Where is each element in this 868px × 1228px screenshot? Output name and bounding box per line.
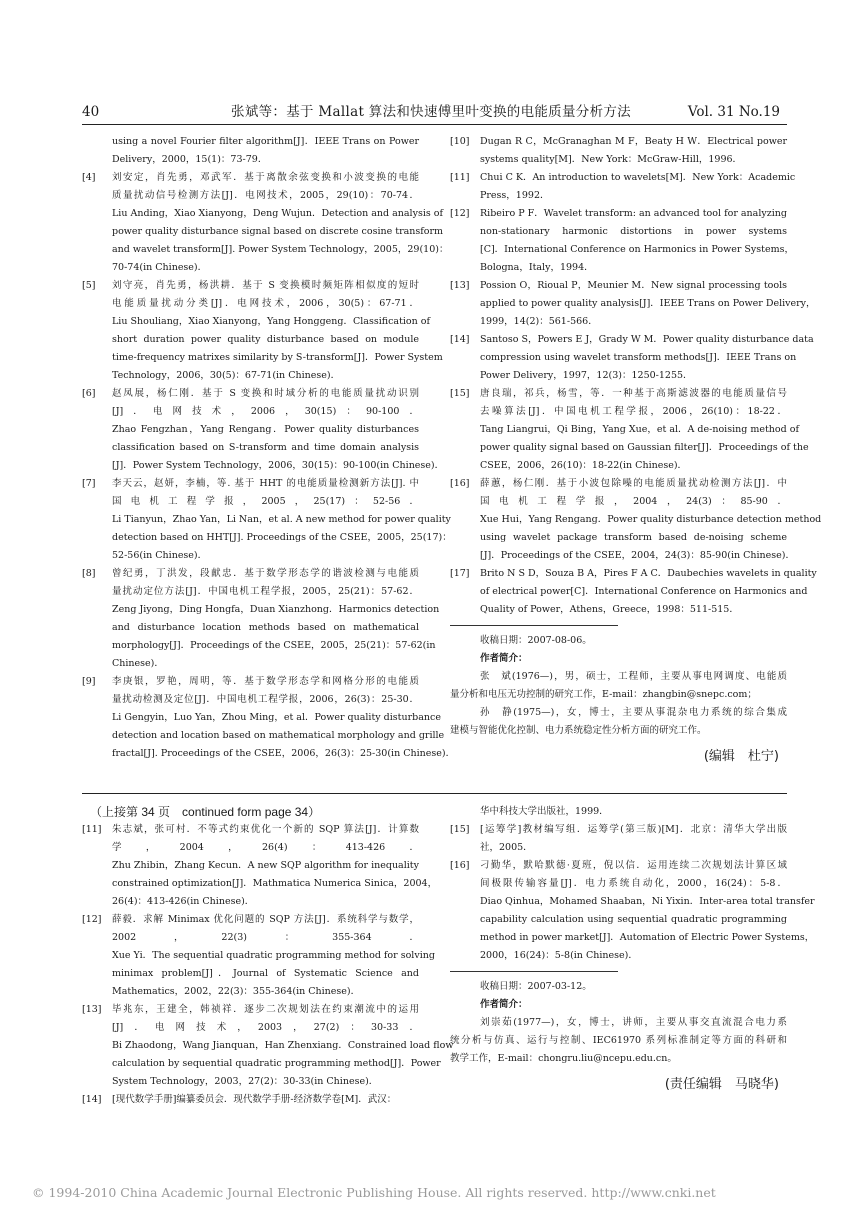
reference-line: systems quality[M]．New York：McGraw-Hill，1996． — [480, 154, 743, 165]
reference-line: Delivery，2000，15(1)：73-79． — [112, 154, 268, 165]
reference-item — [450, 385, 809, 475]
references-bottom-right — [450, 803, 815, 1094]
reference-item — [82, 911, 435, 1001]
reference-line: [J]．电网技术，2003，27(2)：30-33． — [112, 1022, 419, 1033]
reference-number: [12] — [82, 914, 102, 925]
reference-line: 华中科技大学出版社，1999． — [480, 806, 609, 817]
references-list — [82, 821, 454, 1109]
reference-line: Zeng Jiyong，Ding Hongfa，Duan Xianzhong．Harmonics detection — [112, 604, 440, 615]
reference-line: [J]．电网技术，2006，30(15)：90-100． — [112, 406, 419, 417]
reference-item — [82, 385, 445, 475]
reference-line: [现代数学手册]编纂委员会．现代数学手册-经济数学卷[M]．武汉： — [112, 1094, 397, 1105]
reference-line: [J]．Power System Technology，2006，30(15)：90-100(in Chinese)． — [112, 460, 445, 471]
section-divider — [82, 793, 787, 794]
reference-item — [82, 169, 449, 277]
reference-line: Power Delivery，1997，12(3)：1250-1255． — [480, 370, 693, 381]
reference-line: detection and location based on mathematical morphology and grille — [112, 730, 445, 741]
reference-line: capability calculation using sequential quadratic programming — [480, 914, 787, 925]
reference-line: fractal[J]. Proceedings of the CSEE，2006，26(3)：25-30(in Chinese)． — [112, 748, 456, 759]
reference-line: Li Tianyun，Zhao Yan，Li Nan，et al. A new method for power quality — [112, 514, 451, 525]
reference-line: 薛蕙，杨仁刚．基于小波包除噪的电能质量扰动检测方法[J]．中 — [480, 478, 787, 489]
reference-number: [15] — [450, 824, 470, 835]
reference-item — [450, 277, 816, 331]
footnote-rule — [450, 625, 618, 626]
reference-line: 刘安定，肖先勇，邓武军．基于离散余弦变换和小波变换的电能 — [112, 172, 419, 183]
reference-item — [450, 133, 787, 169]
reference-line: Technology，2006，30(5)：67-71(in Chinese)． — [112, 370, 341, 381]
reference-line: 学，2004，26(4)：413-426． — [112, 842, 419, 853]
reference-line: 赵凤展，杨仁刚．基于 S 变换和时域分析的电能质量扰动识别 — [112, 388, 419, 399]
reference-line: 薛毅．求解 Minimax 优化问题的 SQP 方法[J]．系统科学与数学， — [112, 914, 419, 925]
reference-item — [82, 277, 443, 385]
reference-item — [82, 475, 452, 565]
reference-line: applied to power quality analysis[J]．IEEE Trans on Power Delivery， — [480, 298, 816, 309]
volume-info: Vol. 31 No.19 — [687, 104, 780, 120]
reference-line: 毕兆东，王建全，韩祯祥．逐步二次规划法在约束潮流中的运用 — [112, 1004, 419, 1015]
reference-line: time-frequency matrixes similarity by S-transform[J]．Power System — [112, 352, 443, 363]
references-list — [450, 133, 822, 619]
references-bottom-left — [82, 803, 454, 1109]
bio-line: 孙 静(1975—)，女，博士，主要从事混杂电力系统的综合集成 — [480, 707, 787, 718]
reference-line: short duration power quality disturbance based on module — [112, 334, 419, 345]
reference-line: 质量扰动信号检测方法[J]．电网技术，2005，29(10)：70-74． — [112, 190, 419, 201]
reference-line: 间极限传输容量[J]．电力系统自动化，2000，16(24)：5-8． — [480, 878, 787, 889]
reference-number: [5] — [82, 280, 96, 291]
reference-item — [82, 1091, 419, 1109]
reference-item — [82, 565, 440, 673]
reference-item — [82, 821, 438, 911]
copyright-footer: © 1994-2010 China Academic Journal Electronic Publishing House. All rights reserved. http://www.cnki.net — [32, 1185, 716, 1200]
reference-line: Chinese)． — [112, 658, 164, 669]
reference-line: [C]．International Conference on Harmonics in Power Systems， — [480, 244, 794, 255]
bio-line: 统分析与仿真、运行与控制、IEC61970 系列标准制定等方面的科研和 — [450, 1035, 787, 1046]
reference-line: detection based on HHT[J]. Proceedings of the CSEE，2005，25(17)： — [112, 532, 452, 543]
reference-number: [17] — [450, 568, 470, 579]
reference-line: 国电机工程学报，2005，25(17)：52-56． — [112, 496, 419, 507]
reference-line: 李庚银，罗艳，周明，等．基于数学形态学和网格分形的电能质 — [112, 676, 419, 687]
reference-line: using a novel Fourier filter algorithm[J]．IEEE Trans on Power — [112, 136, 419, 147]
reference-line: power quality disturbance signal based on discrete cosine transform — [112, 226, 444, 237]
reference-line: minimax problem[J]．Journal of Systematic Science and — [112, 968, 419, 979]
reference-line: Brito N S D，Souza B A，Pires F A C．Daubechies wavelets in quality — [480, 568, 817, 579]
reference-number: [12] — [450, 208, 470, 219]
reference-line: 社，2005． — [480, 842, 533, 853]
reference-item — [450, 169, 796, 205]
bio-line: 量分析和电压无功控制的研究工作，E-mail：zhangbin@snepc.com； — [450, 689, 757, 700]
reference-number: [14] — [82, 1094, 102, 1105]
reference-number: [16] — [450, 478, 470, 489]
reference-line: 刁勤华，默哈默德·夏班，倪以信．运用连续二次规划法计算区域 — [480, 860, 787, 871]
reference-item — [450, 857, 815, 965]
reference-line: method in power market[J]．Automation of Electric Power Systems， — [480, 932, 815, 943]
reference-number: [13] — [82, 1004, 102, 1015]
reference-line: Quality of Power，Athens，Greece，1998：511-515． — [480, 604, 739, 615]
reference-line: 曾纪勇，丁洪发，段献忠．基于数学形态学的谐波检测与电能质 — [112, 568, 419, 579]
author-bios — [450, 668, 787, 740]
reference-number: [14] — [450, 334, 470, 345]
reference-line: 刘守亮，肖先勇，杨洪耕．基于 S 变换模时频矩阵相似度的短时 — [112, 280, 419, 291]
reference-number: [4] — [82, 172, 96, 183]
reference-line: CSEE，2006，26(10)：18-22(in Chinese)． — [480, 460, 688, 471]
reference-line: and disturbance location methods based on mathematical — [112, 622, 419, 633]
author-bios — [450, 1014, 787, 1068]
references-top-left — [82, 133, 456, 763]
reference-line: calculation by sequential quadratic programming method[J]．Power — [112, 1058, 441, 1069]
reference-line: 52-56(in Chinese)． — [112, 550, 208, 561]
reference-item — [82, 1001, 454, 1091]
reference-number: [13] — [450, 280, 470, 291]
authors-label: 作者简介： — [480, 653, 528, 664]
reference-line: Santoso S，Powers E J，Grady W M．Power quality disturbance data — [480, 334, 814, 345]
reference-item — [82, 133, 419, 169]
received-date: 收稿日期：2007-03-12。 — [480, 981, 592, 992]
reference-number: [11] — [450, 172, 470, 183]
reference-line: 70-74(in Chinese)． — [112, 262, 208, 273]
received-date: 收稿日期：2007-08-06。 — [480, 635, 592, 646]
reference-item — [450, 205, 794, 277]
reference-line: [J]．Proceedings of the CSEE，2004，24(3)：85-90(in Chinese)． — [480, 550, 795, 561]
bio-line: 教学工作，E-mail：chongru.liu@ncepu.edu.cn。 — [450, 1053, 677, 1064]
article-meta — [450, 978, 787, 1014]
bio-line: 建模与智能优化控制、电力系统稳定性分析方面的研究工作。 — [450, 725, 707, 736]
reference-line: 国电机工程学报，2004，24(3)：85-90． — [480, 496, 787, 507]
reference-item — [450, 565, 817, 619]
reference-line: 李天云，赵妍，李楠，等. 基于 HHT 的电能质量检测新方法[J]. 中 — [112, 478, 419, 489]
reference-line: Liu Shouliang，Xiao Xianyong，Yang Honggeng．Classification of — [112, 316, 431, 327]
reference-line: Mathematics，2002，22(3)：355-364(in Chinese)． — [112, 986, 361, 997]
article-meta — [450, 632, 787, 668]
reference-line: Diao Qinhua，Mohamed Shaaban，Ni Yixin．Inter-area total transfer — [480, 896, 815, 907]
references-list — [450, 821, 815, 965]
reference-line: non-stationary harmonic distortions in power systems — [480, 226, 787, 237]
reference-number: [15] — [450, 388, 470, 399]
reference-item — [450, 475, 822, 565]
reference-line: Zhao Fengzhan，Yang Rengang．Power quality disturbances — [112, 424, 419, 435]
reference-line: Press，1992． — [480, 190, 550, 201]
reference-number: [9] — [82, 676, 96, 687]
reference-line: and wavelet transform[J]. Power System Technology，2005，29(10)： — [112, 244, 449, 255]
reference-number: [16] — [450, 860, 470, 871]
reference-line: 1999，14(2)：561-566． — [480, 316, 598, 327]
authors-label: 作者简介： — [480, 999, 528, 1010]
reference-number: [6] — [82, 388, 96, 399]
references-top-right — [450, 133, 822, 766]
reference-line: Bologna，Italy，1994． — [480, 262, 594, 273]
continued-note: （上接第 34 页 continued form page 34） — [90, 805, 321, 819]
reference-line: classification based on S-transform and time domain analysis — [112, 442, 419, 453]
running-header — [82, 103, 780, 121]
reference-line: 量扰动检测及定位[J]．中国电机工程学报，2006，26(3)：25-30． — [112, 694, 419, 705]
reference-line: Bi Zhaodong，Wang Jianquan，Han Zhenxiang．Constrained load flow — [112, 1040, 454, 1051]
reference-number: [7] — [82, 478, 96, 489]
running-title: 张斌等：基于 Mallat 算法和快速傅里叶变换的电能质量分析方法 — [231, 104, 631, 120]
reference-line: of electrical power[C]．International Conference on Harmonics and — [480, 586, 808, 597]
reference-line: Ribeiro P F．Wavelet transform: an advanced tool for analyzing — [480, 208, 787, 219]
reference-line: 去噪算法[J]．中国电机工程学报，2006，26(10)：18-22． — [480, 406, 787, 417]
reference-line: 量扰动定位方法[J]．中国电机工程学报，2005，25(21)：57-62． — [112, 586, 419, 597]
footnote-rule — [450, 971, 618, 972]
reference-line: 唐良瑞，祁兵，杨雪，等．一种基于高斯滤波器的电能质量信号 — [480, 388, 787, 399]
reference-line: 2000，16(24)：5-8(in Chinese)． — [480, 950, 638, 961]
reference-number: [10] — [450, 136, 470, 147]
continued-reference — [450, 803, 787, 821]
reference-line: Dugan R C，McGranaghan M F，Beaty H W．Electrical power — [480, 136, 787, 147]
reference-line: [运筹学]教材编写组．运筹学(第三版)[M]．北京：清华大学出版 — [480, 824, 787, 835]
reference-line: Tang Liangrui，Qi Bing，Yang Xue，et al．A de-noising method of — [480, 424, 799, 435]
header-rule — [82, 124, 787, 125]
reference-item — [450, 821, 787, 857]
reference-line: compression using wavelet transform methods[J]．IEEE Trans on — [480, 352, 797, 363]
reference-number: [11] — [82, 824, 102, 835]
reference-line: power quality signal based on Gaussian filter[J]．Proceedings of the — [480, 442, 809, 453]
reference-line: Liu Anding，Xiao Xianyong，Deng Wujun．Detection and analysis of — [112, 208, 443, 219]
page-number: 40 — [82, 104, 100, 120]
reference-line: System Technology，2003，27(2)：30-33(in Chinese)． — [112, 1076, 379, 1087]
bio-line: 张 斌(1976—)，男，硕士，工程师，主要从事电网调度、电能质 — [480, 671, 787, 682]
reference-item — [450, 331, 814, 385]
reference-line: 26(4)：413-426(in Chinese)． — [112, 896, 255, 907]
reference-line: Possion O，Rioual P，Meunier M．New signal processing tools — [480, 280, 787, 291]
reference-line: 电能质量扰动分类[J]．电网技术，2006，30(5)：67-71． — [112, 298, 419, 309]
editor-credit: (编辑 杜宁) — [703, 749, 779, 764]
reference-line: Xue Yi．The sequential quadratic programming method for solving — [112, 950, 435, 961]
reference-line: Xue Hui，Yang Rengang．Power quality disturbance detection method — [480, 514, 822, 525]
editor-credit: (责任编辑 马晓华) — [664, 1077, 779, 1092]
reference-number: [8] — [82, 568, 96, 579]
reference-line: Li Gengyin，Luo Yan，Zhou Ming，et al．Power quality disturbance — [112, 712, 441, 723]
reference-item — [82, 673, 456, 763]
reference-line: Zhu Zhibin，Zhang Kecun．A new SQP algorithm for inequality — [112, 860, 419, 871]
reference-line: constrained optimization[J]．Mathmatica Numerica Sinica，2004， — [112, 878, 438, 889]
reference-line: 朱志斌，张可村．不等式约束优化一个新的 SQP 算法[J]．计算数 — [112, 824, 419, 835]
reference-line: Chui C K．An introduction to wavelets[M]．New York：Academic — [480, 172, 796, 183]
reference-line: 2002，22(3)：355-364． — [112, 932, 419, 943]
reference-line: morphology[J]．Proceedings of the CSEE，2005，25(21)：57-62(in — [112, 640, 436, 651]
reference-line: using wavelet package transform based de-noising scheme — [480, 532, 787, 543]
bio-line: 刘崇茹(1977—)，女，博士，讲师，主要从事交直流混合电力系 — [480, 1017, 787, 1028]
